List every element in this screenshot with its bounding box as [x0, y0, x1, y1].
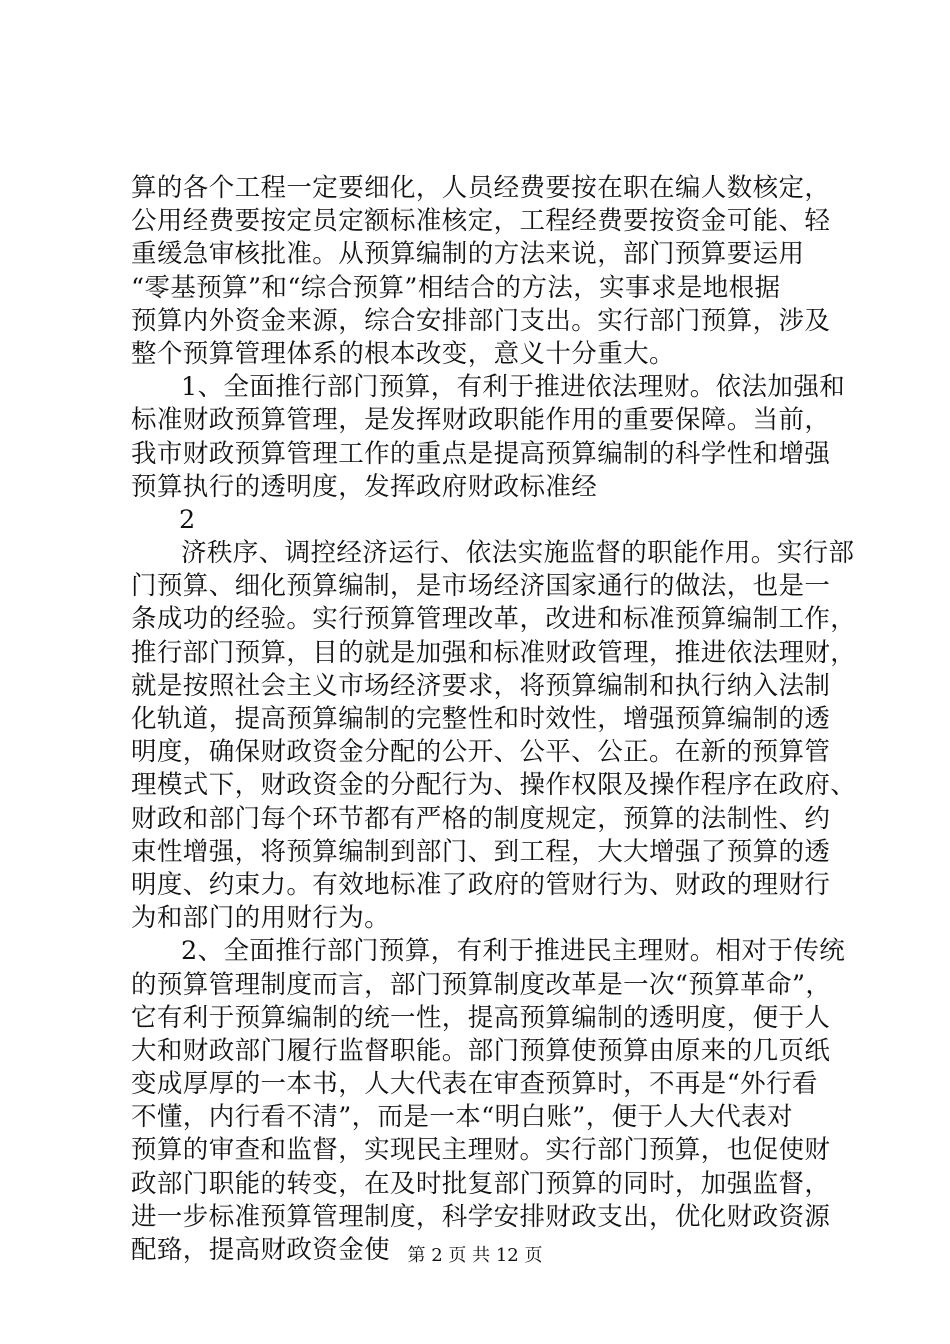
inline-page-number: 2	[179, 504, 196, 535]
text-line: 它有利于预算编制的统一性，提高预算编制的透明度，便于人	[131, 1002, 831, 1033]
text-line: 不懂，内行看不清”，而是一本“明白账”，便于人大代表对	[131, 1102, 793, 1133]
text-line: 的预算管理制度而言，部门预算制度改革是一次“预算革命”，	[131, 969, 832, 1000]
page-footer: 第 2 页 共 12 页	[407, 1245, 543, 1266]
text-line: 就是按照社会主义市场经济要求，将预算编制和执行纳入法制	[131, 670, 831, 701]
text-line: “零基预算”和“综合预算”相结合的方法，实事求是地根据	[131, 272, 781, 303]
paragraph-start-line: 2、全面推行部门预算，有利于推进民主理财。相对于传统	[181, 936, 846, 967]
text-line: 配臵，提高财政资金使	[131, 1235, 391, 1265]
text-line: 进一步标准预算管理制度，科学安排财政支出，优化财政资源	[131, 1201, 831, 1232]
text-line: 条成功的经验。实行预算管理改革，改进和标准预算编制工作，	[131, 604, 857, 635]
text-line: 预算内外资金来源，综合安排部门支出。实行部门预算，涉及	[131, 305, 831, 336]
text-line: 为和部门的用财行为。	[131, 903, 391, 934]
text-line: 财政和部门每个环节都有严格的制度规定，预算的法制性、约	[131, 803, 831, 834]
text-line: 束性增强，将预算编制到部门、到工程，大大增强了预算的透	[131, 836, 831, 867]
text-line: 公用经费要按定员定额标准核定，工程经费要按资金可能、轻	[131, 206, 831, 237]
text-line: 预算执行的透明度，发挥政府财政标准经	[131, 471, 598, 502]
text-line: 政部门职能的转变，在及时批复部门预算的同时，加强监督，	[131, 1168, 831, 1199]
body-text	[131, 172, 857, 1267]
text-line: 化轨道，提高预算编制的完整性和时效性，增强预算编制的透	[131, 704, 831, 734]
text-line: 门预算、细化预算编制，是市场经济国家通行的做法，也是一	[131, 571, 831, 602]
paragraph-start-line: 1、全面推行部门预算，有利于推进依法理财。依法加强和	[181, 372, 846, 403]
text-line: 变成厚厚的一本书，人大代表在审查预算时，不再是“外行看	[131, 1069, 818, 1100]
text-line: 算的各个工程一定要细化，人员经费要按在职在编人数核定，	[131, 173, 831, 203]
text-line: 重缓急审核批准。从预算编制的方法来说，部门预算要运用	[131, 239, 805, 270]
text-line: 大和财政部门履行监督职能。部门预算使预算由原来的几页纸	[131, 1035, 831, 1066]
text-line: 标准财政预算管理，是发挥财政职能作用的重要保障。当前，	[131, 405, 831, 436]
text-line: 明度、约束力。有效地标准了政府的管财行为、财政的理财行	[131, 869, 831, 900]
text-line: 预算的审查和监督，实现民主理财。实行部门预算，也促使财	[131, 1135, 831, 1166]
text-line: 我市财政预算管理工作的重点是提高预算编制的科学性和增强	[131, 438, 831, 469]
text-line: 理模式下，财政资金的分配行为、操作权限及操作程序在政府、	[131, 770, 857, 801]
text-line: 整个预算管理体系的根本改变，意义十分重大。	[131, 338, 675, 369]
paragraph-start-line: 济秩序、调控经济运行、依法实施监督的职能作用。实行部	[181, 538, 855, 569]
text-line: 推行部门预算，目的就是加强和标准财政管理，推进依法理财，	[131, 637, 857, 668]
text-line: 明度，确保财政资金分配的公开、公平、公正。在新的预算管	[131, 737, 831, 768]
